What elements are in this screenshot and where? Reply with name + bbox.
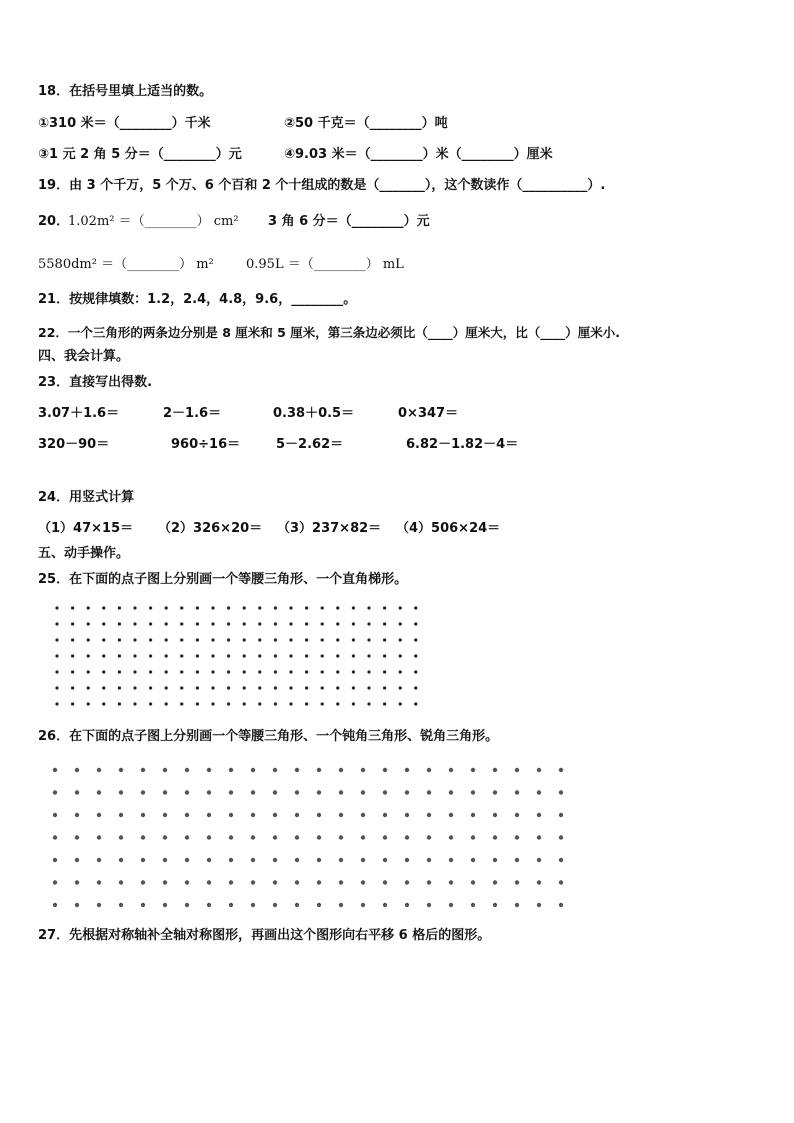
grid-dot [317,903,321,907]
grid-dot [295,835,299,839]
q25-text: 25．在下面的点子图上分别画一个等腰三角形、一个直角梯形。 [38,572,408,587]
grid-dot [295,790,299,794]
grid-dot [207,880,211,884]
grid-dot [559,790,563,794]
grid-dot [493,835,497,839]
grid-dot [53,880,57,884]
grid-dot [493,790,497,794]
grid-dot [493,858,497,862]
grid-dot [559,880,563,884]
q23-item: 3.07＋1.6＝ [38,406,120,421]
grid-dot [383,768,387,772]
grid-dot [449,813,453,817]
grid-dot [449,880,453,884]
grid-dot [229,835,233,839]
grid-dot [163,790,167,794]
grid-dot [295,903,299,907]
grid-dot [537,768,541,772]
q18-part-3: ③1 元 2 角 5 分＝（________）元 [38,147,242,162]
grid-dot [97,768,101,772]
grid-dot [405,790,409,794]
grid-dot [97,813,101,817]
grid-dot [361,858,365,862]
grid-dot [229,903,233,907]
grid-dot [427,790,431,794]
q24-title: 24．用竖式计算 [38,490,135,505]
grid-dot [75,768,79,772]
grid-dot [295,858,299,862]
grid-dot [229,880,233,884]
grid-dot [163,880,167,884]
grid-dot [537,835,541,839]
q23-item: 320－90＝ [38,437,110,452]
grid-dot [405,768,409,772]
grid-dot [119,835,123,839]
grid-dot [229,790,233,794]
grid-dot [559,813,563,817]
grid-dot [207,813,211,817]
grid-dot [515,858,519,862]
q19-text: 19．由 3 个千万，5 个万、6 个百和 2 个十组成的数是（_______），这个数读作（__________）. [38,178,606,193]
grid-dot [471,835,475,839]
grid-dot [427,768,431,772]
grid-dot [163,768,167,772]
grid-dot [383,835,387,839]
grid-dot [317,768,321,772]
q23-item: 0.38＋0.5＝ [273,406,355,421]
grid-dot [471,880,475,884]
section-4-heading: 四、我会计算。 [38,349,130,364]
grid-dot [251,858,255,862]
grid-dot [559,835,563,839]
grid-dot [185,858,189,862]
q21-text: 21．按规律填数：1.2，2.4，4.8，9.6，________。 [38,292,357,307]
grid-dot [317,880,321,884]
grid-dot [53,813,57,817]
grid-dot [339,790,343,794]
grid-dot [141,903,145,907]
q20-number: 20． [38,214,70,229]
grid-dot [427,858,431,862]
grid-dot [471,813,475,817]
grid-dot [251,790,255,794]
grid-dot [537,903,541,907]
q20-part-4: 0.95L ＝（________） mL [246,257,404,272]
grid-dot [493,813,497,817]
grid-dot [405,880,409,884]
grid-dot [251,768,255,772]
grid-dot [53,768,57,772]
grid-dot [273,790,277,794]
q24-item: （2）326×20＝ [158,521,263,536]
grid-dot [141,813,145,817]
grid-dot [559,858,563,862]
grid-dot [427,813,431,817]
grid-dot [383,813,387,817]
grid-dot [405,858,409,862]
grid-dot [141,768,145,772]
grid-dot [339,835,343,839]
q18-part-4: ④9.03 米＝（________）米（________）厘米 [284,147,553,162]
grid-dot [141,880,145,884]
grid-dot [339,768,343,772]
grid-dot [295,813,299,817]
q23-item: 6.82－1.82－4＝ [406,437,519,452]
grid-dot [229,858,233,862]
grid-dot [339,813,343,817]
grid-dot [515,835,519,839]
q26-text: 26．在下面的点子图上分别画一个等腰三角形、一个钝角三角形、锐角三角形。 [38,729,499,744]
q20-part-1: 1.02m² ＝（________） cm² [68,214,239,229]
grid-dot [515,813,519,817]
grid-dot [163,903,167,907]
grid-dot [185,903,189,907]
grid-dot [317,858,321,862]
grid-dot [537,880,541,884]
grid-dot [119,813,123,817]
q23-item: 2－1.6＝ [163,406,222,421]
grid-dot [361,790,365,794]
grid-dot [229,768,233,772]
grid-dot [273,858,277,862]
q23-item: 960÷16＝ [171,437,241,452]
grid-dot [361,835,365,839]
q18-part-2: ②50 千克＝（________）吨 [284,116,448,131]
grid-dot [273,813,277,817]
grid-dot [427,903,431,907]
grid-dot [493,880,497,884]
grid-dot [141,858,145,862]
q24-item: （1）47×15＝ [38,521,134,536]
grid-dot [97,835,101,839]
grid-dot [119,858,123,862]
grid-dot [405,813,409,817]
grid-dot [295,880,299,884]
grid-dot [471,903,475,907]
section-5-heading: 五、动手操作。 [38,546,130,561]
q18-title: 18．在括号里填上适当的数。 [38,84,213,99]
grid-dot [75,903,79,907]
grid-dot [119,903,123,907]
grid-dot [339,880,343,884]
q20-part-3: 5580dm² ＝（________） m² [38,257,214,272]
grid-dot [537,813,541,817]
q24-item: （3）237×82＝ [277,521,382,536]
grid-dot [339,903,343,907]
grid-dot [97,880,101,884]
grid-dot [273,880,277,884]
grid-dot [75,880,79,884]
grid-dot [537,790,541,794]
grid-dot [185,768,189,772]
grid-dot [75,835,79,839]
grid-dot [207,903,211,907]
q27-text: 27．先根据对称轴补全轴对称图形，再画出这个图形向右平移 6 格后的图形。 [38,928,491,943]
grid-dot [119,790,123,794]
grid-dot [163,858,167,862]
grid-dot [317,790,321,794]
grid-dot [559,768,563,772]
grid-dot [273,835,277,839]
grid-dot [119,880,123,884]
q18-part-1: ①310 米＝（________）千米 [38,116,211,131]
grid-dot [449,790,453,794]
grid-dot [339,858,343,862]
grid-dot [97,858,101,862]
q23-item: 5－2.62＝ [276,437,344,452]
grid-dot [427,880,431,884]
grid-dot [383,858,387,862]
grid-dot [537,858,541,862]
grid-dot [383,880,387,884]
grid-dot [163,813,167,817]
grid-dot [515,768,519,772]
grid-dot [515,903,519,907]
grid-dot [185,880,189,884]
grid-dot [53,858,57,862]
grid-dot [449,903,453,907]
grid-dot [251,903,255,907]
grid-dot [317,813,321,817]
grid-dot [251,880,255,884]
grid-dot [119,768,123,772]
q23-item: 0×347＝ [398,406,459,421]
grid-dot [207,790,211,794]
grid-dot [361,903,365,907]
q23-title: 23．直接写出得数. [38,375,153,390]
grid-dot [559,903,563,907]
grid-dot [251,835,255,839]
grid-dot [251,813,255,817]
grid-dot [75,858,79,862]
grid-dot [471,858,475,862]
q20-part-2: 3 角 6 分＝（________）元 [268,214,430,229]
q22-text: 22．一个三角形的两条边分别是 8 厘米和 5 厘米，第三条边必须比（____）厘米大，比（____）厘米小. [38,325,620,340]
grid-dot [273,768,277,772]
grid-dot [75,790,79,794]
grid-dot [207,768,211,772]
grid-dot [207,835,211,839]
grid-dot [361,768,365,772]
grid-dot [141,835,145,839]
grid-dot [427,835,431,839]
grid-dot [97,790,101,794]
grid-dot [273,903,277,907]
grid-dot [185,813,189,817]
grid-dot [163,835,167,839]
grid-dot [97,903,101,907]
q24-item: （4）506×24＝ [396,521,501,536]
grid-dot [449,858,453,862]
grid-dot [383,790,387,794]
grid-dot [207,858,211,862]
grid-dot [53,903,57,907]
grid-dot [317,835,321,839]
grid-dot [515,880,519,884]
grid-dot [405,835,409,839]
grid-dot [185,790,189,794]
grid-dot [471,790,475,794]
grid-dot [405,903,409,907]
grid-dot [471,768,475,772]
grid-dot [141,790,145,794]
grid-dot [361,813,365,817]
grid-dot [361,880,365,884]
grid-dot [295,768,299,772]
grid-dot [449,835,453,839]
grid-dot [53,835,57,839]
grid-dot [53,790,57,794]
grid-dot [493,768,497,772]
grid-dot [229,813,233,817]
grid-dot [383,903,387,907]
grid-dot [185,835,189,839]
grid-dot [515,790,519,794]
grid-dot [449,768,453,772]
grid-dot [493,903,497,907]
grid-dot [75,813,79,817]
